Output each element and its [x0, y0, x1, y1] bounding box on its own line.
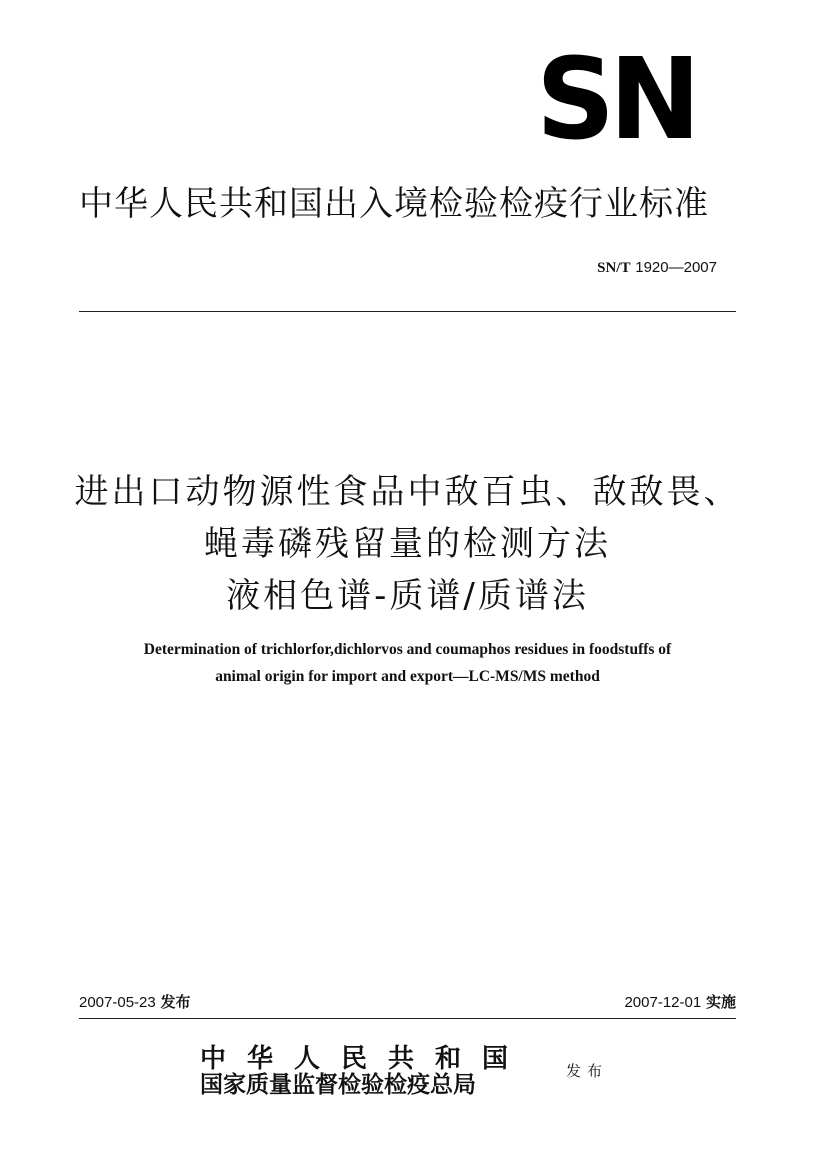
issuing-authority: [200, 1046, 552, 1098]
publish-label: 发布: [566, 1062, 609, 1080]
chinese-title-line-2: 蝇毒磷残留量的检测方法: [204, 524, 611, 564]
standard-number-value: 1920—2007: [635, 259, 717, 276]
bottom-divider: [79, 1018, 736, 1019]
implementation-date: [624, 992, 736, 1013]
chinese-title-line-1: 进出口动物源性食品中敌百虫、敌敌畏、: [74, 472, 741, 512]
issue-date-label: 发布: [160, 993, 191, 1011]
english-title-line-1: Determination of trichlorfor,dichlorvos and coumaphos residues in foodstuffs of: [143, 641, 672, 658]
issuer-line-1: 中华人民共和国: [200, 1044, 530, 1074]
standard-type-heading: 中华人民共和国出入境检验检疫行业标准: [79, 184, 709, 224]
standard-number: [597, 257, 717, 278]
implementation-date-label: 实施: [705, 993, 736, 1011]
issue-date: [79, 992, 191, 1013]
issue-date-value: 2007-05-23: [79, 994, 156, 1011]
top-divider: [79, 311, 736, 312]
english-title-line-2: animal origin for import and export—LC-MS/MS method: [215, 668, 600, 685]
chinese-title-line-3: 液相色谱-质谱/质谱法: [226, 576, 589, 616]
sn-logo: SN: [536, 35, 696, 165]
issuer-line-2: 国家质量监督检验检疫总局: [200, 1071, 476, 1098]
english-title: [60, 636, 755, 690]
implementation-date-value: 2007-12-01: [624, 994, 702, 1011]
chinese-title: [60, 466, 755, 622]
standard-code: SN/T: [597, 260, 631, 276]
